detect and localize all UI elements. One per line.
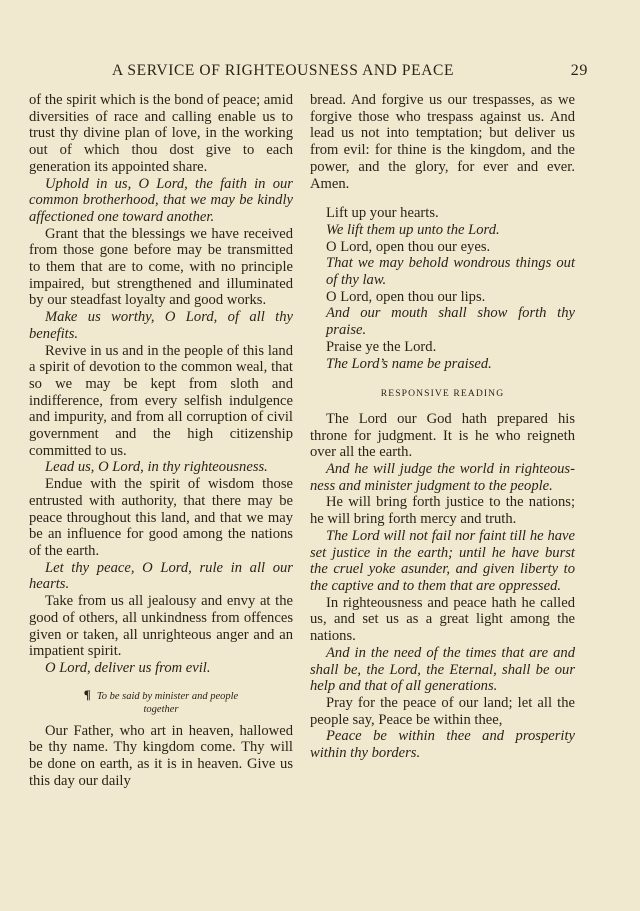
versicle-response: The Lord’s name be praised.	[326, 355, 492, 372]
versicle-line: Praise ye the Lord.	[326, 338, 437, 355]
reading-verse: In righteousness and peace hath he called us, and set us as a great light among the nations.	[310, 594, 575, 645]
rubric-line-2: together	[143, 703, 179, 715]
versicle-line: Lift up your hearts.	[326, 205, 439, 222]
prayer-paragraph: Grant that the blessings we have received from those gone before may be transmitted to them that are to come, with no principle impaired, but strengthened and illuminated by our steadfast loyalty and good works.	[29, 225, 293, 309]
reading-response: Peace be within thee and prosperity within thy borders.	[310, 728, 575, 762]
versicles	[310, 205, 575, 372]
response-line: O Lord, deliver us from evil.	[45, 659, 211, 676]
prayer-paragraph: Endue with the spirit of wisdom those entrusted with authority, that there may be peace throughout this land, and that we may be an influence for good among the nations of the earth.	[29, 476, 293, 559]
versicle-line: O Lord, open thou our eyes.	[326, 238, 491, 255]
response-line: Let thy peace, O Lord, rule in all our hearts.	[29, 559, 293, 593]
right-column	[310, 92, 575, 762]
section-heading: RESPONSIVE READING	[380, 388, 505, 400]
running-header	[30, 62, 588, 86]
reading-verse: He will bring forth justice to the nations; he will bring forth mercy and truth.	[310, 494, 575, 528]
response-line: Make us worthy, O Lord, of all thy benefits.	[29, 309, 293, 342]
lords-prayer-end: bread. And forgive us our trespasses, as we forgive those who trespass against us. And lead us not into temptation; but deliver us from evil: for thine is the kingdom, and the power, and the glory, for ever and ever. Amen.	[310, 92, 575, 192]
versicle-response: And our mouth shall show forth thy praise.	[326, 305, 575, 339]
spacer	[310, 192, 575, 205]
response-line: Uphold in us, O Lord, the faith in our common brotherhood, that we may be kindly affectioned one toward another.	[29, 175, 293, 225]
reading-verse: Pray for the peace of our land; let all the people say, Peace be within thee,	[310, 694, 575, 728]
response-line: Lead us, O Lord, in thy righteousness.	[45, 459, 268, 476]
versicle-line: O Lord, open thou our lips.	[326, 288, 486, 305]
paragraph-mark-icon: ¶	[83, 686, 91, 702]
reading-response: And in the need of the times that are and shall be, the Lord, the Eternal, shall be our help and that of all generations.	[310, 644, 575, 695]
reading-verse: The Lord our God hath prepared his throne for judgment. It is he who reigneth over all the earth.	[310, 410, 575, 461]
reading-response: The Lord will not fail nor faint till he have set justice in the earth; until he have burst the cruel yoke asunder, and given liberty to the captive and to them that are oppressed.	[310, 527, 575, 594]
reading-response: And he will judge the world in righteousness and minister judgment to the people.	[310, 461, 575, 494]
header-title: A SERVICE OF RIGHTEOUSNESS AND PEACE	[112, 62, 455, 79]
prayer-paragraph: of the spirit which is the bond of peace; amid diversities of race and calling enable us to trust thy divine plan of love, in the working out of which thou dost give to each generation its appointed share.	[29, 92, 293, 175]
versicle-response: We lift them up unto the Lord.	[326, 221, 500, 238]
rubric	[29, 688, 293, 716]
left-column	[29, 92, 293, 789]
lords-prayer-start: Our Father, who art in heaven, hallowed be thy name. Thy kingdom come. Thy will be done on earth, as it is in heaven. Give us this day our daily	[29, 722, 293, 789]
versicle-response: That we may behold wondrous things out of thy law.	[326, 255, 575, 289]
prayer-paragraph: Revive in us and in the people of this land a spirit of devotion to the common weal, that so we may be kept from sloth and indifference, from every selfish indulgence and impurity, and from all corruption of civil government and the high citizenship committed to us.	[29, 342, 293, 459]
prayer-paragraph: Take from us all jealousy and envy at the good of others, all unkindness from offences given or taken, all unrighteous anger and an impatient spirit.	[29, 593, 293, 660]
page-number: 29	[570, 62, 588, 79]
rubric-line-1: To be said by minister and people	[96, 690, 239, 702]
